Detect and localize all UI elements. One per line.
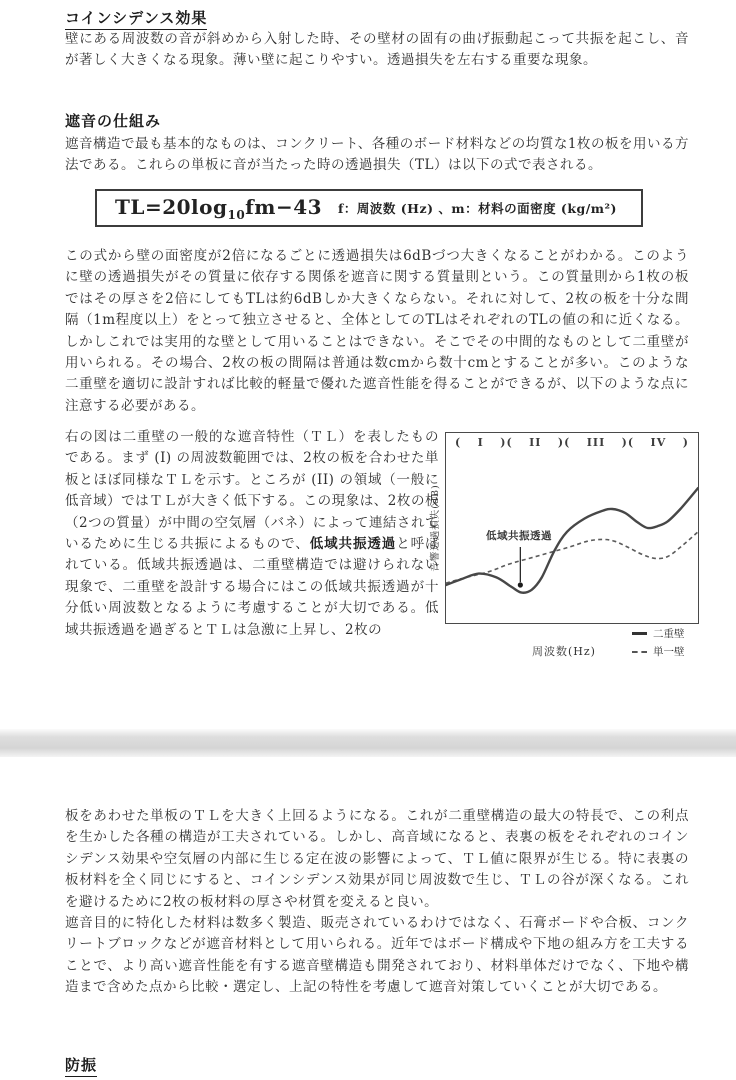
region-label-2: II [529,436,542,449]
region-bracket: )( [500,436,513,449]
region-label-4: IV [650,436,667,449]
figure-legend [632,626,685,662]
region-label-3: III [586,436,606,449]
region-bracket: ( [455,436,462,449]
formula-box [95,189,643,227]
formula-equation: $TL=20\log_{10}fm-43$ [115,194,323,222]
paragraph-coincidence: 壁にある周波数の音が斜めから入射した時、その壁材の固有の曲げ振動起こって共振を起こし、音が著しく大きくなる現象。薄い壁に起こりやすい。透過損失を左右する重要な現象。 [65,31,689,69]
solid-line-swatch [632,632,647,635]
paragraph-materials: 遮音目的に特化した材料は数多く製造、販売されているわけではなく、石膏ボードや合板、コンクリートブロックなどが遮音材料として用いられる。近年ではボード構成や下地の組み方を工夫することで、より高い遮音性能を有する遮音壁構造も開発されており、材料単体だけでなく、下地や構造まで含めた点から比較・選定し、上記の特性を考慮して遮音対策していくことが大切である。 [65,915,689,996]
page-break-band [0,729,736,757]
dashed-line-swatch [632,651,647,653]
legend-label-single-wall: 単一壁 [653,646,685,658]
region-bracket: )( [557,436,571,449]
region-bracket: ) [682,436,689,449]
region-label-1: I [477,436,484,449]
legend-label-double-wall: 二重壁 [653,628,685,640]
tl-characteristics-figure [420,425,730,675]
frequency-region-labels [446,436,698,449]
section-heading-boshin [65,1054,97,1077]
heading-boshin-text: 防振 [65,1054,97,1077]
section-heading-coincidence [65,7,207,30]
figure-x-axis-label: 周波数(Hz) [532,645,596,658]
leftcol-text-post: と呼ばれている。低域共振透過は、二重壁構造では避けられない現象で、二重壁を設計する場合にはこの低域共振透過が十分低い周波数となるように考慮することが大切である。低域共振透過を過ぎるとＴＬは急激に上昇し、2枚の [65,536,440,638]
annotation-label: 低域共振透過 [486,530,552,542]
figure-y-axis-label: 音響透過損失(dB) [430,484,441,572]
paragraph-double-wall-merit: 板をあわせた単板のＴＬを大きく上回るようになる。これが二重壁構造の最大の特長で、この利点を生かした各種の構造が工夫されている。しかし、高音域になると、表裏の板をそれぞれのコインシデンス効果や空気層の内部に生じる定在波の影響によって、ＴＬ値に限界が生じる。特に表裏の板材料を全く同じにすると、コインシデンス効果が同じ周波数で生じ、ＴＬの谷が深くなる。これを避けるために2枚の板材料の厚さや材質を変えると良い。 [65,808,689,910]
legend-row-double-wall [632,626,685,641]
legend-row-single-wall [632,644,685,659]
paragraph-mass-law: この式から壁の面密度が2倍になるごとに透過損失は6dBづつ大きくなることがわかる。このように壁の透過損失がその質量に依存する関係を遮音に関する質量則という。この質量則から1枚の板ではその厚さを2倍にしてもTLは約6dBしか大きくならない。それに対して、2枚の板を十分な間隔（1m程度以上）をとって独立させると、全体としてのTLはそれぞれのTLの値の和に近くなる。しかしこれでは実用的な壁として用いることはできない。そこでその中間的なものとして二重壁が用いられる。その場合、2枚の板の間隔は普通は数cmから数十cmとすることが多い。このような二重壁を適切に設計すれば比較的軽量で優れた遮音性能を得ることができるが、以下のような点に注意する必要がある。 [65,248,689,414]
leftcol-bold-term: 低域共振透過 [309,536,397,553]
leftcol-text-pre: 右の図は二重壁の一般的な遮音特性（ＴＬ）を表したものである。まず (I) の周波数範囲では、2枚の板を合わせた単板とほぼ同様なＴＬを示す。ところが (II) の領域（一般に低音域）ではＴＬが大きく低下する。この現象は、2枚の板（2つの質量）が中間の空気層（バネ）によって連結されているために生じる共振によるもので、 [65,429,439,553]
formula-conditions: f：周波数 (Hz) 、m：材料の面密度 (kg/m²) [338,201,617,216]
region-bracket: )( [621,436,635,449]
annotation-arrow [518,547,523,588]
heading-shaon-text: 遮音の仕組み [65,112,162,130]
paragraph-shaon-intro: 遮音構造で最も基本的なものは、コンクリート、各種のボード材料などの均質な1枚の板を用いる方法である。これらの単板に音が当たった時の透過損失（TL）は以下の式で表される。 [65,136,689,174]
section-heading-shaon [65,110,161,131]
paragraph-left-column [65,427,439,641]
heading-coincidence-text: コインシデンス効果 [65,7,207,30]
tl-chart-plot-area [445,432,699,624]
